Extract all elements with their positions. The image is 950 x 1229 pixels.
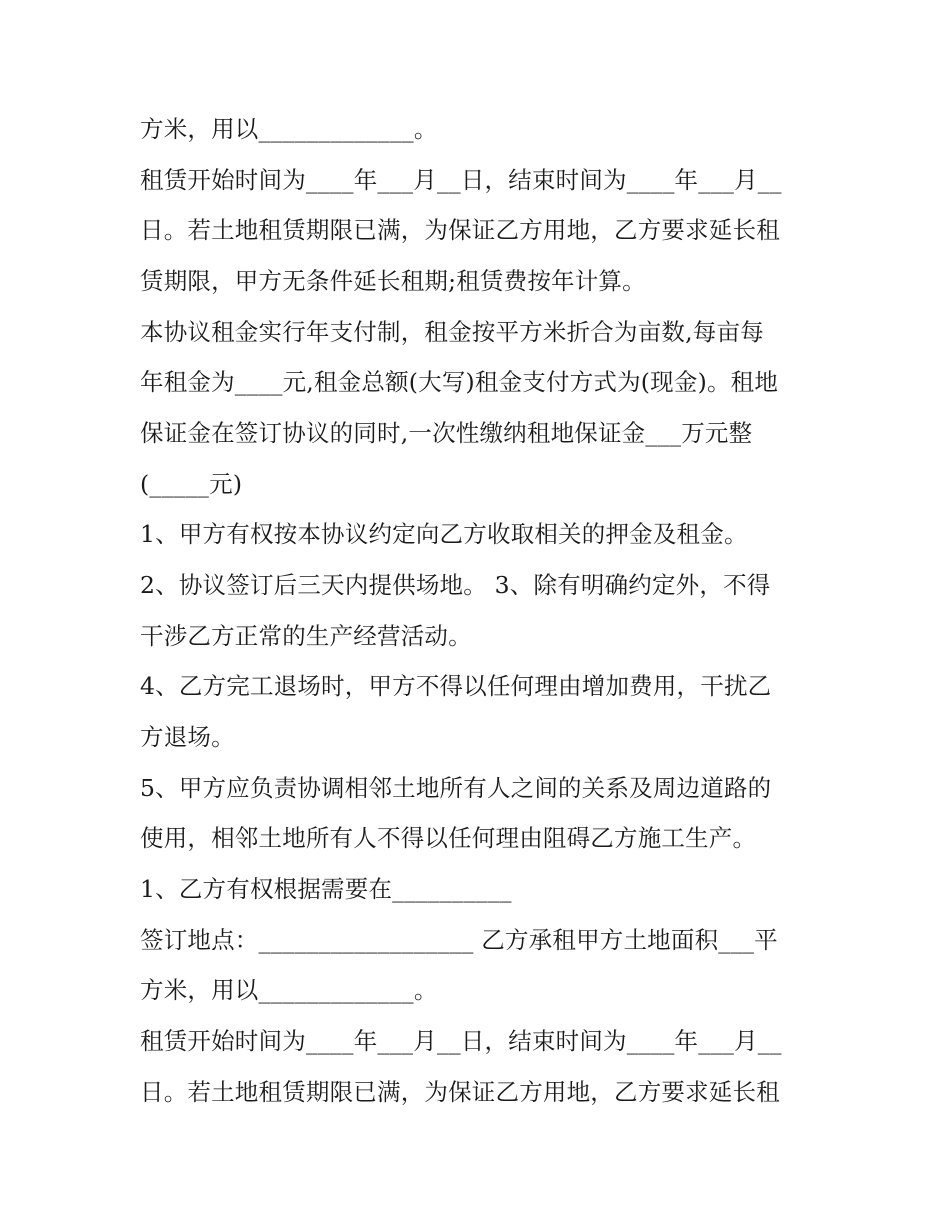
text-line: 年租金为____元,租金总额(大写)租金支付方式为(现金)。租地 [140, 368, 779, 396]
text-line: 赁期限，甲方无条件延长租期;租赁费按年计算。 [140, 267, 646, 295]
text-line: 方退场。 [140, 723, 235, 751]
text-line: 干涉乙方正常的生产经营活动。 [140, 622, 472, 650]
text-line: 租赁开始时间为____年___月__日，结束时间为____年___月__ [140, 1027, 782, 1055]
text-line: 签订地点：__________________ 乙方承租甲方土地面积___平 [140, 926, 778, 954]
text-line: 使用，相邻土地所有人不得以任何理由阻碍乙方施工生产。 [140, 824, 757, 852]
text-line: 4、乙方完工退场时，甲方不得以任何理由增加费用，干扰乙 [140, 672, 772, 700]
text-line: 方米，用以_____________。 [140, 115, 438, 143]
text-line: 本协议租金实行年支付制，租金按平方米折合为亩数,每亩每 [140, 318, 764, 346]
text-line: (_____元) [140, 470, 243, 498]
text-line: 日。若土地租赁期限已满，为保证乙方用地，乙方要求延长租 [140, 1078, 780, 1106]
text-line: 1、甲方有权按本协议约定向乙方收取相关的押金及租金。 [140, 520, 748, 548]
text-line: 方米，用以_____________。 [140, 976, 438, 1004]
text-line: 保证金在签订协议的同时,一次性缴纳租地保证金___万元整 [140, 419, 753, 447]
text-line: 日。若土地租赁期限已满，为保证乙方用地，乙方要求延长租 [140, 216, 780, 244]
text-line: 5、甲方应负责协调相邻土地所有人之间的关系及周边道路的 [140, 774, 772, 802]
text-line: 2、协议签订后三天内提供场地。 3、除有明确约定外，不得 [140, 571, 771, 599]
text-line: 租赁开始时间为____年___月__日，结束时间为____年___月__ [140, 166, 782, 194]
text-line: 1、乙方有权根据需要在__________ [140, 875, 512, 903]
